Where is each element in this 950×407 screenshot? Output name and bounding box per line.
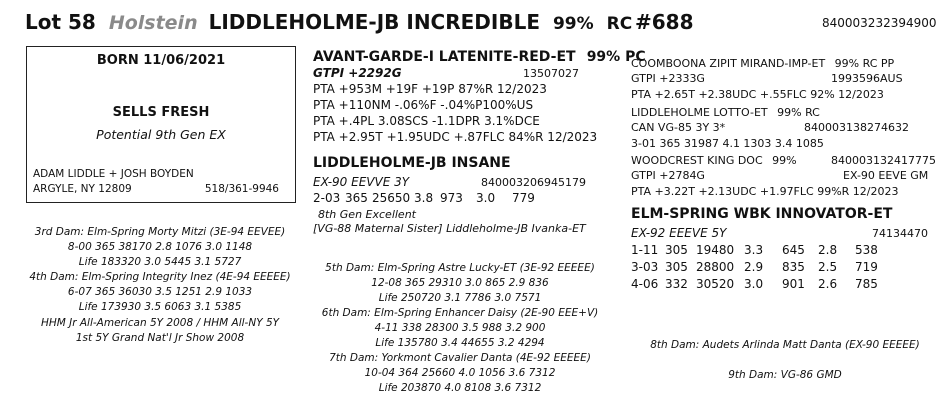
sire-dam-tail: 99% RC — [777, 106, 820, 119]
dam-record-age: 2-03 — [313, 191, 341, 205]
record-cell: 19480 — [696, 243, 735, 257]
lot-header — [25, 10, 632, 34]
sire-sire-name: COOMBOONA ZIPIT MIRAND-IMP-ET — [631, 57, 826, 70]
record-cell: 719 — [855, 260, 878, 274]
maternal-sister: [VG-88 Maternal Sister] Liddleholme-JB Ivanka-ET — [313, 222, 586, 235]
record-cell: 332 — [665, 277, 688, 291]
animal-tag: 840003232394900 — [822, 16, 937, 30]
record-cell: 2.8 — [818, 243, 838, 257]
dam-7-title: 7th Dam: Yorkmont Cavalier Danta (4E-92 EEEEE) — [329, 352, 591, 364]
record-cell: 1-11 — [631, 243, 659, 257]
dam-9-title: 9th Dam: VG-86 GMD — [728, 369, 842, 381]
dam-3-life: Life 183320 3.0 5445 3.1 5727 — [78, 256, 242, 268]
dam-sire-row — [631, 154, 797, 167]
sire-pta-3: PTA +.4PL 3.08SCS -1.1DPR 3.1%DCE — [313, 114, 540, 128]
sire-gtpi: GTPI +2292G — [313, 66, 402, 80]
sire-pta-4: PTA +2.95T +1.95UDC +.87FLC 84%R 12/2023 — [313, 130, 598, 144]
dam-dam-reg: 74134470 — [872, 227, 928, 240]
dam-sire-pta: PTA +3.22T +2.13UDC +1.97FLC 99%R 12/2023 — [631, 185, 899, 198]
dam-sire-gtpi: GTPI +2784G — [631, 169, 705, 182]
dam-7-life: Life 203870 4.0 8108 3.6 7312 — [378, 382, 542, 394]
record-cell: 3.0 — [744, 277, 764, 291]
dam-8-title: 8th Dam: Audets Arlinda Matt Danta (EX-90 EEEEE) — [650, 339, 920, 351]
sire-sire-row — [631, 57, 894, 70]
record-cell: 2.9 — [744, 260, 764, 274]
sells-status: SELLS FRESH — [112, 105, 210, 120]
dam-sire-reg: 840003132417775 — [831, 154, 936, 167]
dam-3-record: 8-00 365 38170 2.8 1076 3.0 1148 — [67, 241, 253, 253]
record-cell: 901 — [782, 277, 805, 291]
dam-6-life: Life 135780 3.4 44655 3.2 4294 — [375, 337, 545, 349]
dam-class: EX-90 EEVVE 3Y — [313, 175, 410, 189]
potential-note: Potential 9th Gen EX — [96, 127, 226, 142]
owner-phone: 518/361-9946 — [204, 183, 279, 195]
sire-reg: 13507027 — [523, 67, 579, 80]
dam-4-life: Life 173930 3.5 6063 3.1 5385 — [78, 301, 242, 313]
record-cell: 538 — [855, 243, 878, 257]
dam-5-record: 12-08 365 29310 3.0 865 2.9 836 — [371, 277, 549, 289]
catalog-number: #688 — [635, 10, 694, 34]
dam-record-days: 365 — [345, 191, 368, 205]
dam-4-record: 6-07 365 36030 3.5 1251 2.9 1033 — [67, 286, 253, 298]
dam-4-award-1: HHM Jr All-American 5Y 2008 / HHM All-NY 5Y — [40, 317, 280, 329]
record-cell: 2.6 — [818, 277, 838, 291]
sire-sire-reg: 1993596AUS — [831, 72, 903, 85]
sire-dam-record: 3-01 365 31987 4.1 1303 3.4 1085 — [631, 137, 824, 150]
sire-sire-gtpi: GTPI +2333G — [631, 72, 705, 85]
dam-name: LIDDLEHOLME-JB INSANE — [313, 155, 511, 171]
dam-7-record: 10-04 364 25660 4.0 1056 3.6 7312 — [364, 367, 556, 379]
dam-reg: 840003206945179 — [481, 176, 586, 189]
animal-rc: RC — [606, 14, 633, 34]
breed: Holstein — [108, 12, 198, 34]
sire-dam-name: LIDDLEHOLME LOTTO-ET — [631, 106, 768, 119]
sire-dam-reg: 840003138274632 — [804, 121, 909, 134]
dam-4-award-2: 1st 5Y Grand Nat'l Jr Show 2008 — [75, 332, 245, 344]
dam-record-protein-pct: 3.0 — [476, 191, 496, 205]
dam-sire-name: WOODCREST KING DOC — [631, 154, 763, 167]
sire-pct: 99% PC — [586, 49, 646, 65]
dam-dam-class: EX-92 EEEVE 5Y — [631, 226, 727, 240]
owners: ADAM LIDDLE + JOSH BOYDEN — [33, 168, 194, 180]
record-cell: 785 — [855, 277, 878, 291]
dam-record-fat-pct: 3.8 — [414, 191, 434, 205]
dam-dam-name: ELM-SPRING WBK INNOVATOR-ET — [631, 206, 893, 222]
sire-pta-2: PTA +110NM -.06%F -.04%P100%US — [313, 98, 534, 112]
sire-sire-tail: 99% RC PP — [834, 57, 895, 70]
dam-5-life: Life 250720 3.1 7786 3.0 7571 — [378, 292, 542, 304]
animal-name: LIDDLEHOLME-JB INCREDIBLE — [208, 10, 540, 34]
sire-sire-pta: PTA +2.65T +2.38UDC +.55FLC 92% 12/2023 — [631, 88, 884, 101]
owner-location: ARGYLE, NY 12809 — [33, 183, 132, 195]
dam-record-fat: 973 — [440, 191, 463, 205]
dam-4-title: 4th Dam: Elm-Spring Integrity Inez (4E-94 EEEEE) — [29, 271, 291, 283]
dam-6-record: 4-11 338 28300 3.5 988 3.2 900 — [374, 322, 546, 334]
dam-5-title: 5th Dam: Elm-Spring Astre Lucky-ET (3E-92 EEEEE) — [325, 262, 595, 274]
dam-sire-class: EX-90 EEVE GM — [843, 169, 929, 182]
info-box — [26, 46, 296, 203]
dam-record-protein: 779 — [512, 191, 535, 205]
dam-gen: 8th Gen Excellent — [318, 208, 416, 221]
sire-pta-1: PTA +953M +19F +19P 87%R 12/2023 — [313, 82, 547, 96]
sire-name-row — [313, 46, 646, 65]
sire-name: AVANT-GARDE-I LATENITE-RED-ET — [313, 49, 576, 65]
record-cell: 645 — [782, 243, 805, 257]
lot-number: Lot 58 — [25, 10, 96, 34]
record-cell: 3-03 — [631, 260, 659, 274]
animal-percent: 99% — [552, 14, 594, 34]
record-cell: 305 — [665, 243, 688, 257]
record-cell: 305 — [665, 260, 688, 274]
dam-sire-tail: 99% — [772, 154, 797, 167]
dam-6-title: 6th Dam: Elm-Spring Enhancer Daisy (2E-90 EEE+V) — [321, 307, 599, 319]
record-cell: 2.5 — [818, 260, 838, 274]
record-cell: 30520 — [696, 277, 735, 291]
dam-3-title: 3rd Dam: Elm-Spring Morty Mitzi (3E-94 EEVEE) — [34, 226, 286, 238]
dam-record-milk: 25650 — [372, 191, 411, 205]
record-cell: 28800 — [696, 260, 735, 274]
record-cell: 835 — [782, 260, 805, 274]
sire-dam-row — [631, 106, 820, 119]
sire-dam-class: CAN VG-85 3Y 3* — [631, 121, 726, 134]
birth-date: BORN 11/06/2021 — [96, 53, 226, 68]
record-cell: 3.3 — [744, 243, 764, 257]
record-cell: 4-06 — [631, 277, 659, 291]
